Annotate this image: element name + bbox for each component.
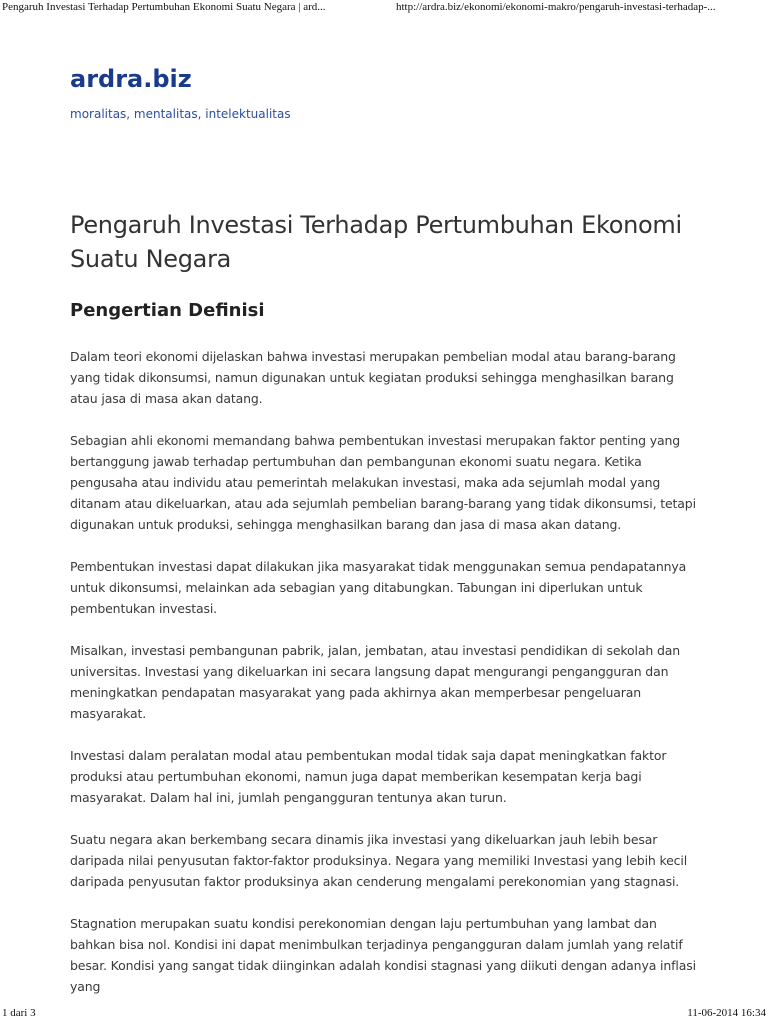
article-paragraph: Dalam teori ekonomi dijelaskan bahwa investasi merupakan pembelian modal atau barang-barang yang tidak dikonsumsi, namun digunakan untuk kegiatan produksi sehingga menghasilkan barang atau jasa di masa akan datang. bbox=[70, 349, 676, 406]
section-heading: Pengertian Definisi bbox=[70, 300, 265, 321]
print-footer bbox=[0, 1005, 768, 1024]
site-title-link[interactable]: ardra.biz bbox=[70, 65, 192, 93]
article-paragraph: Suatu negara akan berkembang secara dinamis jika investasi yang dikeluarkan jauh lebih besar daripada nilai penyusutan faktor-faktor produksinya. Negara yang memiliki Investasi yang lebih kecil daripada penyusutan faktor produksinya akan cenderung mengalami perekonomian yang stagnasi. bbox=[70, 832, 688, 889]
site-header bbox=[70, 62, 690, 122]
article-paragraph: Misalkan, investasi pembangunan pabrik, jalan, jembatan, atau investasi pendidikan di sekolah dan universitas. Investasi yang dikeluarkan ini secara langsung dapat mengurangi pengangguran dan meningkatkan pendapatan masyarakat yang pada akhirnya akan memperbesar pengeluaran masyarakat. bbox=[70, 643, 681, 721]
article-body bbox=[70, 346, 702, 997]
article-title: Pengaruh Investasi Terhadap Pertumbuhan Ekonomi Suatu Negara bbox=[70, 211, 682, 273]
article-paragraph: Pembentukan investasi dapat dilakukan jika masyarakat tidak menggunakan semua pendapatannya untuk dikonsumsi, melainkan ada sebagian yang ditabungkan. Tabungan ini diperlukan untuk pembentukan investasi. bbox=[70, 559, 687, 616]
print-header-page-title: Pengaruh Investasi Terhadap Pertumbuhan Ekonomi Suatu Negara | ard... bbox=[2, 1, 326, 13]
article-paragraph: Stagnation merupakan suatu kondisi perekonomian dengan laju pertumbuhan yang lambat dan bahkan bisa nol. Kondisi ini dapat menimbulkan terjadinya pengangguran dalam jumlah yang relatif besar. Kondisi yang sangat tidak diinginkan adalah kondisi stagnasi yang diikuti dengan adanya inflasi yang bbox=[70, 916, 696, 994]
print-header-url[interactable]: http://ardra.biz/ekonomi/ekonomi-makro/pengaruh-investasi-terhadap-... bbox=[396, 1, 716, 13]
print-date: 11-06-2014 16:34 bbox=[687, 1007, 766, 1019]
print-header bbox=[0, 0, 768, 20]
article bbox=[70, 208, 702, 1018]
page-number: 1 dari 3 bbox=[2, 1007, 36, 1019]
article-paragraph: Sebagian ahli ekonomi memandang bahwa pembentukan investasi merupakan faktor penting yang bertanggung jawab terhadap pertumbuhan dan pembangunan ekonomi suatu negara. Ketika pengusaha atau individu atau pemerintah melakukan investasi, maka ada sejumlah modal yang ditanam atau dikeluarkan, atau ada sejumlah pembelian barang-barang yang tidak dikonsumsi, tetapi digunakan untuk produksi, sehingga menghasilkan barang dan jasa di masa akan datang. bbox=[70, 433, 696, 532]
site-tagline: moralitas, mentalitas, intelektualitas bbox=[70, 107, 291, 121]
article-paragraph: Investasi dalam peralatan modal atau pembentukan modal tidak saja dapat meningkatkan faktor produksi atau pertumbuhan ekonomi, namun juga dapat memberikan kesempatan kerja bagi masyarakat. Dalam hal ini, jumlah pengangguran tentunya akan turun. bbox=[70, 748, 667, 805]
